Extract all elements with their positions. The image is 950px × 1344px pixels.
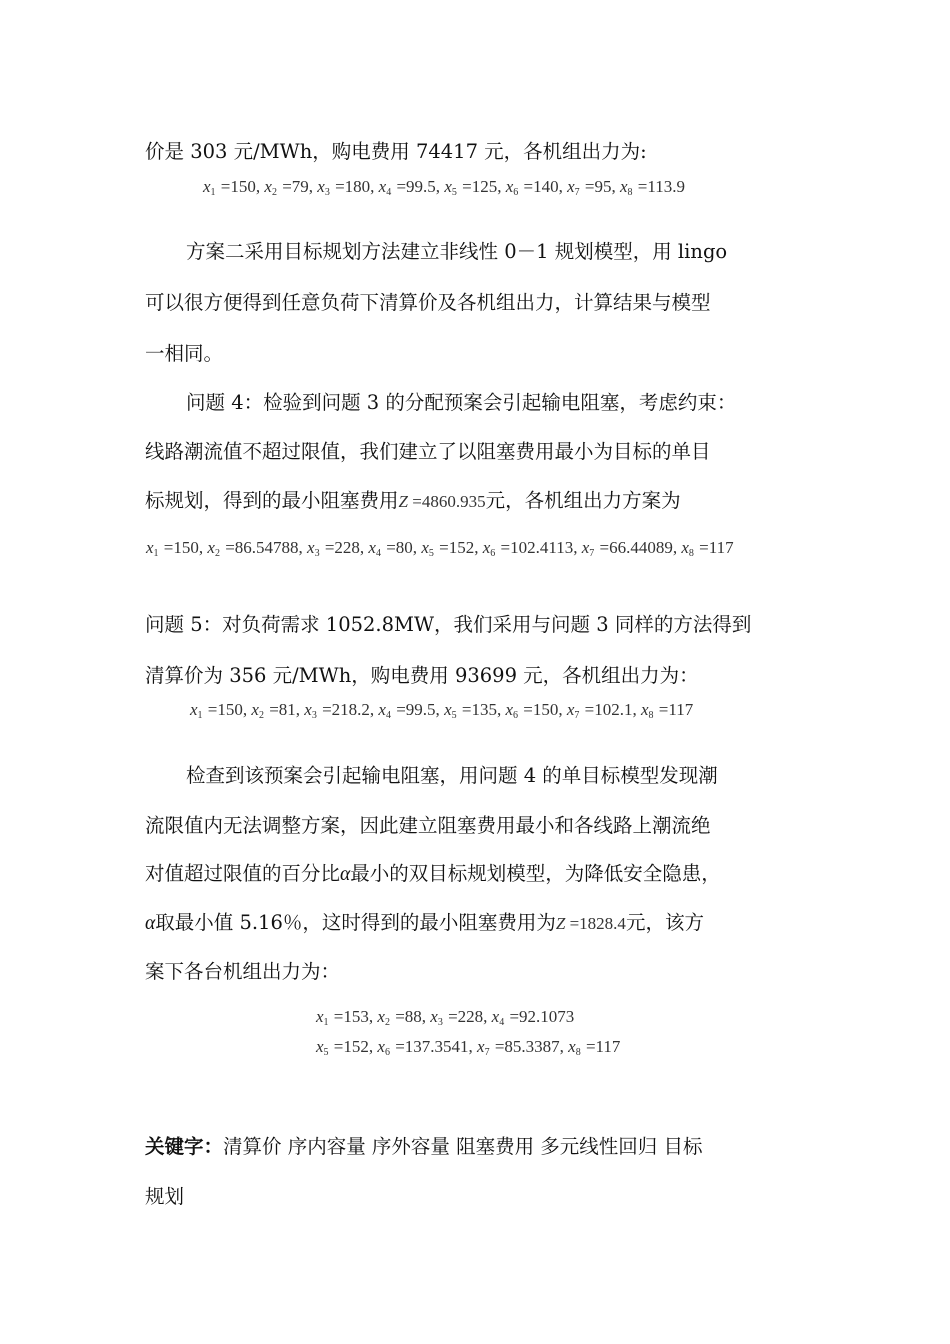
keywords-line <box>145 1133 810 1161</box>
paragraph-line: 流限值内无法调整方案，因此建立阻塞费用最小和各线路上潮流绝 <box>145 814 711 837</box>
keywords-line: 规划 <box>145 1185 185 1208</box>
formula-term: $x_5 =135$, <box>444 700 502 721</box>
formula-term: $x_1 =153$, <box>316 1007 374 1028</box>
paragraph-line <box>145 909 810 938</box>
text-run: 最小的双目标规划模型，为降低安全隐患， <box>350 862 721 885</box>
text-run: 元，该方 <box>625 911 704 934</box>
paragraph-line: 线路潮流值不超过限值，我们建立了以阻塞费用最小为目标的单目 <box>145 440 711 463</box>
paragraph-line: 清算价为 356 元/MWh，购电费用 93699 元，各机组出力为： <box>145 664 699 687</box>
inline-formula: Z =4860.935 <box>398 492 486 511</box>
formula-3 <box>190 699 693 727</box>
formula-term: $x_1 =150$, <box>203 177 261 198</box>
formula-term: $x_4 =99.5$, <box>378 700 440 721</box>
formula-term: $x_8 =117$ <box>640 700 694 721</box>
paragraph-line: 问题 5：对负荷需求 1052.8MW，我们采用与问题 3 同样的方法得到 <box>145 613 752 636</box>
formula-term: $x_5 =152$, <box>421 538 479 559</box>
paragraph-line <box>145 487 810 516</box>
formula-4-row-2 <box>316 1036 620 1064</box>
formula-term: $x_6 =140$, <box>505 177 563 198</box>
alpha-symbol: α <box>340 864 351 885</box>
formula-term: $x_7 =85.3387$, <box>477 1037 564 1058</box>
formula-term: $x_1 =150$, <box>146 538 204 559</box>
formula-term: $x_2 =81$, <box>251 700 301 721</box>
paragraph-line: 价是 303 元/MWh，购电费用 74417 元，各机组出力为: <box>145 140 647 163</box>
paragraph-line: 可以很方便得到任意负荷下清算价及各机组出力，计算结果与模型 <box>145 291 711 314</box>
formula-term: $x_3 =180$, <box>317 177 375 198</box>
formula-term: $x_8 =117$ <box>568 1037 621 1058</box>
formula-term: $x_2 =88$, <box>377 1007 427 1028</box>
text-run: 对值超过限值的百分比 <box>145 862 341 885</box>
formula-term: $x_7 =102.1$, <box>566 700 637 721</box>
paragraph-line <box>145 860 810 889</box>
formula-term: $x_3 =218.2$, <box>304 700 375 721</box>
formula-term: $x_3 =228$, <box>307 538 365 559</box>
keywords-label: 关键字： <box>145 1135 224 1158</box>
formula-term: $x_4 =92.1073$ <box>491 1007 575 1028</box>
paragraph-line: 方案二采用目标规划方法建立非线性 0－1 规划模型，用 lingo <box>186 240 728 263</box>
paragraph-line: 问题 4：检验到问题 3 的分配预案会引起输电阻塞，考虑约束： <box>186 391 737 414</box>
formula-term: $x_6 =137.3541$, <box>377 1037 473 1058</box>
alpha-symbol: α <box>145 913 156 934</box>
formula-term: $x_1 =150$, <box>190 700 248 721</box>
formula-term: $x_4 =99.5$, <box>378 177 441 198</box>
paragraph-line: 案下各台机组出力为： <box>145 960 341 983</box>
formula-term: $x_8 =113.9$ <box>619 177 685 198</box>
inline-formula: Z =1828.4 <box>555 914 626 933</box>
formula-term: $x_4 =80$, <box>368 538 418 559</box>
formula-1 <box>203 176 685 204</box>
formula-term: $x_7 =95$, <box>567 177 616 198</box>
paragraph-line: 一相同。 <box>145 342 224 365</box>
formula-term: $x_3 =228$, <box>430 1007 488 1028</box>
formula-2 <box>146 537 734 565</box>
text-run: 元，各机组出力方案为 <box>485 489 681 512</box>
formula-term: $x_2 =86.54788$, <box>207 538 303 559</box>
formula-term: $x_6 =150$, <box>505 700 563 721</box>
text-run: 取最小值 5.16％，这时得到的最小阻塞费用为 <box>155 911 556 934</box>
text-run: 标规划，得到的最小阻塞费用 <box>145 489 399 512</box>
formula-4-row-1 <box>316 1006 574 1034</box>
formula-term: $x_6 =102.4113$, <box>482 538 578 559</box>
formula-term: $x_8 =117$ <box>681 538 734 559</box>
formula-term: $x_5 =152$, <box>316 1037 374 1058</box>
paragraph-line: 检查到该预案会引起输电阻塞，用问题 4 的单目标模型发现潮 <box>186 764 718 787</box>
keywords-text: 清算价 序内容量 序外容量 阻塞费用 多元线性回归 目标 <box>223 1135 703 1158</box>
formula-term: $x_7 =66.44089$, <box>581 538 678 559</box>
formula-term: $x_5 =125$, <box>444 177 502 198</box>
formula-term: $x_2 =79$, <box>264 177 314 198</box>
